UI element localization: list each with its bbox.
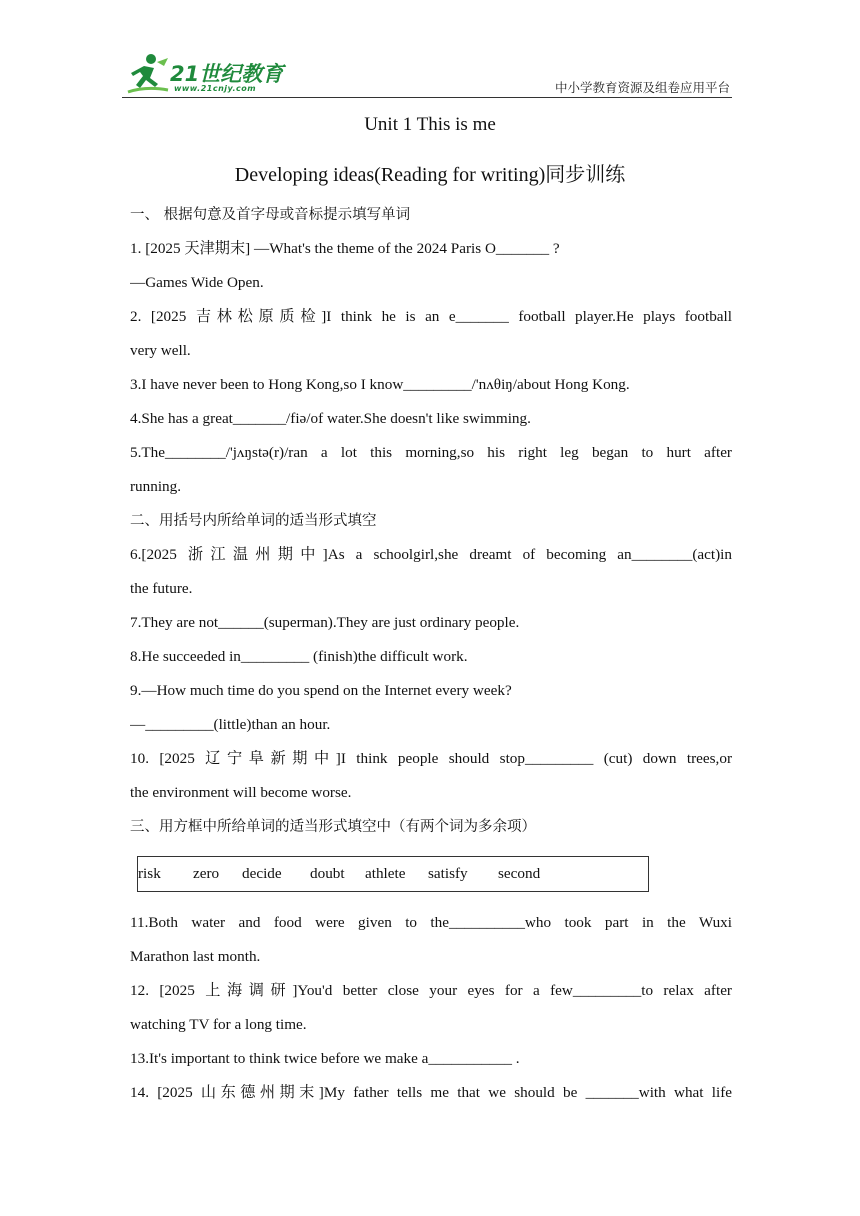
exercise-content xyxy=(130,198,732,1110)
question-line: 4.She has a great_______/fiə/of water.She doesn't like swimming. xyxy=(130,410,531,427)
question-line: watching TV for a long time. xyxy=(130,1016,307,1033)
question-line: —_________(little)than an hour. xyxy=(130,716,331,733)
logo xyxy=(122,50,292,98)
question-line: 10. [2025 辽宁阜新期中]I think people should stop_________ (cut) down trees,or xyxy=(130,750,732,767)
logo-text: 21世纪教育 xyxy=(170,62,284,86)
platform-tagline: 中小学教育资源及组卷应用平台 xyxy=(554,80,730,95)
word-bank-item: satisfy xyxy=(428,865,468,882)
section-heading: 一、 根据句意及首字母或音标提示填写单词 xyxy=(130,207,411,223)
question-line: 12. [2025 上海调研]You'd better close your eyes for a few_________to relax after xyxy=(130,982,732,999)
lesson-title: Developing ideas(Reading for writing)同步训练 xyxy=(234,164,626,186)
section-heading: 二、用括号内所给单词的适当形式填空 xyxy=(130,513,377,529)
question-line: 14. [2025 山东德州期末]My father tells me that we should be _______with what life xyxy=(130,1084,732,1101)
question-line: 9.—How much time do you spend on the Internet every week? xyxy=(130,682,512,699)
question-line: Marathon last month. xyxy=(130,948,261,965)
question-line: 7.They are not______(superman).They are just ordinary people. xyxy=(130,614,520,631)
section-heading: 三、用方框中所给单词的适当形式填空中（有两个词为多余项） xyxy=(130,819,536,835)
question-line: running. xyxy=(130,478,182,495)
question-line: 5.The________/'jʌŋstə(r)/ran a lot this morning,so his right leg began to hurt after xyxy=(130,444,732,461)
word-bank-item: zero xyxy=(193,865,220,882)
word-bank-item: doubt xyxy=(310,865,345,882)
word-bank-item: athlete xyxy=(365,865,406,882)
word-bank-item: decide xyxy=(242,865,282,882)
question-line: 2. [2025 吉林松原质检]I think he is an e_______ football player.He plays football xyxy=(130,308,732,325)
logo-url: www.21cnjy.com xyxy=(174,84,257,93)
word-bank-item: risk xyxy=(138,865,161,882)
question-line: 6.[2025 浙江温州期中]As a schoolgirl,she dreamt of becoming an________(act)in xyxy=(130,546,732,563)
question-line: —Games Wide Open. xyxy=(130,274,264,291)
question-line: the environment will become worse. xyxy=(130,784,352,801)
word-bank-item: second xyxy=(498,865,541,882)
question-line: 1. [2025 天津期末] —What's the theme of the 2024 Paris O_______ ? xyxy=(130,240,560,257)
header-divider xyxy=(122,97,732,98)
question-line: the future. xyxy=(130,580,193,597)
question-line: 13.It's important to think twice before we make a___________ . xyxy=(130,1050,520,1067)
page-header xyxy=(122,50,732,100)
question-line: 8.He succeeded in_________ (finish)the difficult work. xyxy=(130,648,468,665)
question-line: 3.I have never been to Hong Kong,so I know_________/'nʌθiŋ/about Hong Kong. xyxy=(130,376,630,393)
word-bank-box xyxy=(137,856,649,892)
question-line: very well. xyxy=(130,342,191,359)
question-line: 11.Both water and food were given to the__________who took part in the Wuxi xyxy=(130,914,732,931)
runner-logo-icon xyxy=(124,52,170,96)
unit-title: Unit 1 This is me xyxy=(364,114,496,135)
